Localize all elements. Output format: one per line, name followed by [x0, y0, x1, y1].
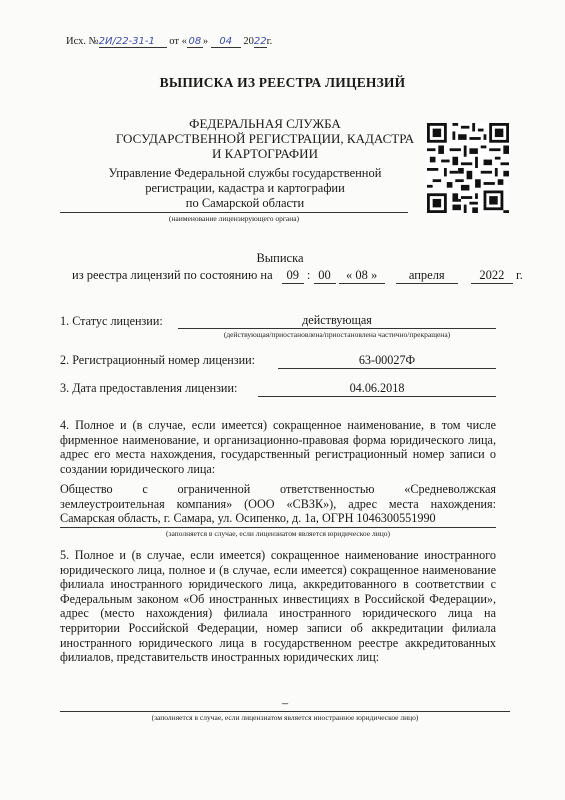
statement-line	[72, 268, 523, 284]
ref-g: г.	[266, 36, 273, 47]
status-caption: (действующая/приостановлена/приостановлена частично/прекращена)	[223, 330, 451, 339]
statement-lead: из реестра лицензий по состоянию на	[72, 268, 273, 282]
statement-year: 2022	[471, 268, 513, 284]
statement-hour: 09	[282, 268, 304, 284]
item-4-underline	[60, 527, 496, 528]
item-4-text: 4. Полное и (в случае, если имеется) сокращенное наименование, в том числе фирменное наименование, и организационно-правовая форма юридического лица, адрес его места нахождения, государственный регистрационный номер записи о создании юридического лица:	[60, 418, 496, 476]
qr-code	[427, 123, 509, 213]
agency-line-2: ГОСУДАРСТВЕННОЙ РЕГИСТРАЦИИ, КАДАСТРА	[115, 131, 415, 146]
issue-date-value: 04.06.2018	[349, 381, 405, 395]
status-label: 1. Статус лицензии:	[60, 314, 163, 328]
ref-number: 2И/22-31-1	[99, 36, 167, 48]
registration-value: 63-00027Ф	[358, 353, 416, 367]
department-line-2: регистрации, кадастра и картографии	[145, 181, 345, 195]
item-5-caption: (заполняется в случае, если лицензиатом является иностранное юридическое лицо)	[151, 713, 419, 722]
statement-day: « 08 »	[339, 268, 385, 284]
statement-colon: :	[306, 268, 311, 282]
registration-label: 2. Регистрационный номер лицензии:	[60, 353, 256, 367]
item-5-value: –	[281, 696, 289, 710]
ref-year: 22	[253, 36, 267, 47]
agency-line-3: И КАРТОГРАФИИ	[212, 146, 318, 161]
ref-day: 08	[188, 36, 202, 47]
status-value: действующая	[302, 313, 372, 327]
statement-title: Выписка	[256, 251, 304, 265]
ref-from: от «	[169, 36, 187, 47]
department-line-1: Управление Федеральной службы государственной	[108, 166, 382, 180]
ref-year-prefix: 20	[243, 36, 254, 47]
ref-prefix: Исх. №	[66, 36, 99, 47]
agency-underline	[60, 212, 408, 213]
agency-department	[75, 166, 415, 211]
agency-caption: (наименование лицензирующего органа)	[168, 214, 300, 223]
ref-month: 04	[211, 36, 241, 48]
statement-month: апреля	[396, 268, 458, 284]
registration-underline	[278, 368, 496, 369]
agency-line-1: ФЕДЕРАЛЬНАЯ СЛУЖБА	[189, 116, 341, 131]
item-4-caption: (заполняется в случае, если лицензиатом является юридическое лицо)	[165, 529, 390, 538]
statement-g: г.	[516, 268, 523, 282]
item-4-value: Общество с ограниченной ответственностью «Средневолжская землеустроительная компания» (ООО «СВЗК»), адрес места нахождения: Самарская область, г. Самара, ул. Осипенко, д. 1а, ОГРН 1046300551990	[60, 482, 496, 526]
issue-date-label: 3. Дата предоставления лицензии:	[60, 381, 238, 395]
outgoing-reference	[66, 36, 272, 48]
status-underline	[178, 328, 496, 329]
ref-close: »	[202, 36, 209, 47]
item-5-underline	[60, 711, 510, 712]
department-line-3: по Самарской области	[185, 196, 305, 210]
statement-minute: 00	[314, 268, 336, 284]
issue-date-underline	[258, 396, 496, 397]
agency-name	[115, 116, 415, 161]
item-5-text: 5. Полное и (в случае, если имеется) сокращенное наименование иностранного юридического лица, полное и (в случае, если имеется) сокращенное наименование филиала иностранного юридического лица, аккредитованного в соответствии с Федеральным законом «Об иностранных инвестициях в Российской Федерации», адрес (место нахождения) филиала иностранного юридического лица на территории Российской Федерации, номер записи об аккредитации филиала иностранного юридического лица в государственном реестре аккредитованных филиалов, представительств иностранных юридических лиц:	[60, 548, 496, 665]
document-title: ВЫПИСКА ИЗ РЕЕСТРА ЛИЦЕНЗИЙ	[159, 75, 406, 90]
